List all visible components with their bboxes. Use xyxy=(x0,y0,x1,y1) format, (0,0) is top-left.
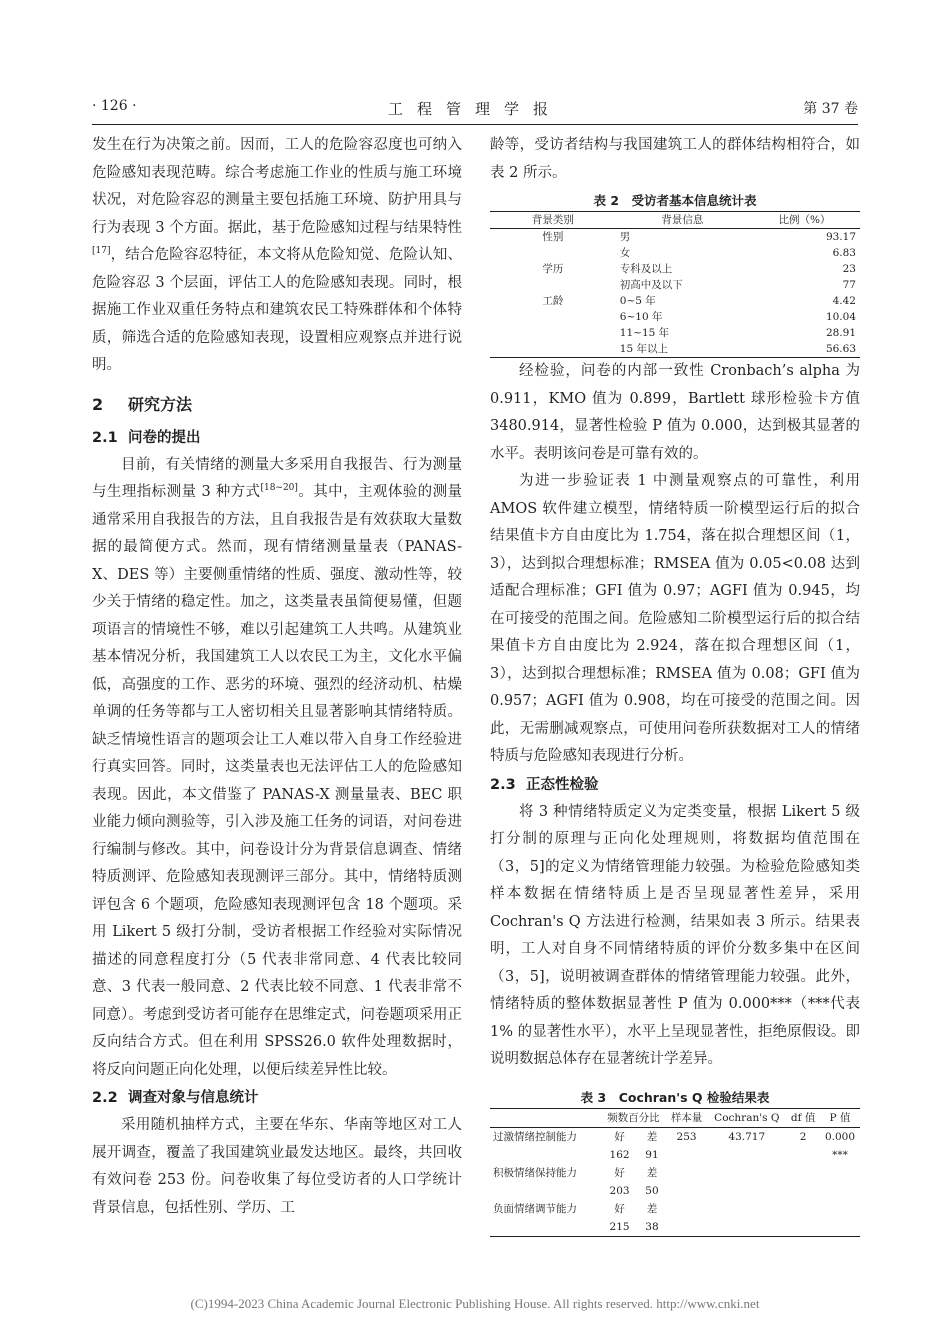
table-row: 初高中及以下 77 xyxy=(619,279,856,291)
table-2-caption: 表 2 受访者基本信息统计表 xyxy=(593,193,757,208)
table-row: 学历 专科及以上 23 xyxy=(542,263,856,275)
paragraph-validity: 经检验，问卷的内部一致性 Cronbach’s alpha 为 0.911，KMO 值为 0.899，Bartlett 球形检验卡方值 3480.914，显著性检验 P 值为 0.000，达到极其显著的水平。表明该问卷是可靠有效的。 xyxy=(490,363,860,462)
paragraph-amos: 为进一步验证表 1 中测量观察点的可靠性，利用 AMOS 软件建立模型，情绪特质一阶模型运行后的拟合结果值卡方自由度比为 1.754，落在拟合理想区间（1，3），达到拟合理想标准；RMSEA 值为 0.05<0.08 达到适配合理标准；GFI 值为 0.97；AGFI 值为 0.945，均在可接受的范围之间。危险感知二阶模型运行后的拟合结果值卡方自由度比为 2.924，落在拟合理想区间（1，3），达到拟合理想标准；RMSEA 值为 0.08；GFI 值为 0.957；AGFI 值为 0.908，均在可接受的范围之间。因此，无需删减观察点，可使用问卷所获数据对工人的情绪特质与危险感知表现进行分析。 xyxy=(490,473,860,764)
table-header-cell: df 值 xyxy=(786,1108,820,1127)
paragraph-continued: 龄等，受访者结构与我国建筑工人的群体结构相符合，如表 2 所示。 xyxy=(490,137,860,181)
table-header-cell: 背景类别 xyxy=(490,212,616,229)
table-row: 203 50 xyxy=(609,1184,659,1197)
table-row: 积极情绪保持能力 好 差 xyxy=(493,1166,658,1179)
page-header xyxy=(92,96,858,126)
header-rule xyxy=(92,124,858,125)
table-row: 过激情绪控制能力 好 差 253 43.717 2 0.000 xyxy=(493,1130,856,1143)
paragraph-intro: 发生在行为决策之前。因而，工人的危险容忍度也可纳入危险感知表现范畴。综合考虑施工作业的性质与施工环境状况，对危险容忍的测量主要包括施工环境、防护用具与行为表现 3 个方面。据此，基于危险感知过程与结果特性[17]，结合危险容忍特征，本文将从危险知觉、危险认知、危险容忍 3 个层面，评估工人的危险感知表现。同时，根据施工作业双重任务特点和建筑农民工特殊群体和个体特质，筛选合适的危险感知表现，设置相应观察点并进行说明。 xyxy=(92,137,462,373)
table-3-caption: 表 3 Cochran's Q 检验结果表 xyxy=(580,1089,770,1105)
section-2-1-heading: 2.1 问卷的提出 xyxy=(92,429,201,446)
table-2 xyxy=(490,211,860,358)
left-column xyxy=(92,132,462,1222)
table-3 xyxy=(490,1108,860,1237)
table-row: 11~15 年 28.91 xyxy=(619,327,856,339)
paragraph-2-3: 将 3 种情绪特质定义为定类变量，根据 Likert 5 级打分制的原理与正向化处理规则，将数据均值范围在（3，5]的定义为情绪管理能力较强。为检验危险感知类样本数据在情绪特质上是否呈现显著性差异，采用 Cochran's Q 方法进行检测，结果如表 3 所示。结果表明，工人对自身不同情绪特质的评价分数多集中在区间（3，5]，说明被调查群体的情绪管理能力较强。此外，情绪特质的整体数据显著性 P 值为 0.000***（***代表 1% 的显著性水平），水平上呈现显著性，拒绝原假设。即说明数据总体存在显著统计学差异。 xyxy=(490,803,860,1067)
section-2-heading: 2 研究方法 xyxy=(92,394,193,414)
table-header-cell: 背景信息 xyxy=(616,212,749,229)
table-row: 162 91 *** xyxy=(609,1148,848,1161)
section-2-2-heading: 2.2 调查对象与信息统计 xyxy=(92,1090,259,1106)
table-header-cell: Cochran's Q xyxy=(707,1108,786,1127)
paragraph-2-1: 目前，有关情绪的测量大多采用自我报告、行为测量与生理指标测量 3 种方式[18~20]。其中，主观体验的测量通常采用自我报告的方法，且自我报告是有效获取大量数据的最简便方式。然而，现有情绪测量量表（PANAS-X、DES 等）主要侧重情绪的性质、强度、激动性等，较少关于情绪的稳定性。加之，这类量表虽简便易懂，但题项语言的情境性不够，难以引起建筑工人共鸣。从建筑业基本情况分析，我国建筑工人以农民工为主，文化水平偏低，高强度的工作、恶劣的环境、强烈的经济动机、枯燥单调的任务等都与工人密切相关且显著影响其情绪特质。缺乏情境性语言的题项会让工人难以带入自身工作经验进行真实回答。同时，这类量表也无法评估工人的危险感知表现。因此，本文借鉴了 PANAS-X 测量量表、BEC 职业能力倾向测验等，引入涉及施工任务的词语，对问卷进行编制与修改。其中，问卷设计分为背景信息调查、情绪特质测评、危险感知表现测评三部分。其中，情绪特质测评包含 6 个题项，危险感知表现测评包含 18 个题项。采用 Likert 5 级打分制，受访者根据工作经验对实际情况描述的同意程度打分（5 代表非常同意、4 代表比较同意、3 代表一般同意、2 代表比较不同意、1 代表非常不同意）。考虑到受访者可能存在思维定式，问卷题项采用正反向结合方式。但在利用 SPSS26.0 软件处理数据时，将反向问题正向化处理，以便后续差异性比较。 xyxy=(92,456,463,1078)
table-row: 负面情绪调节能力 好 差 xyxy=(493,1202,658,1215)
copyright-footer: (C)1994-2023 China Academic Journal Electronic Publishing House. All rights reserved. http://www.cnki.net xyxy=(190,1296,760,1311)
table-header-cell: 比例（%） xyxy=(749,212,860,229)
volume-label: 第 37 卷 xyxy=(803,101,858,117)
page-number: · 126 · xyxy=(92,98,137,114)
citation-18-20: [18~20] xyxy=(260,483,298,494)
journal-title: 工程管理学报 xyxy=(387,100,562,118)
table-header-cell: 频数百分比 xyxy=(601,1108,666,1127)
paragraph-2-2: 采用随机抽样方式，主要在华东、华南等地区对工人展开调查，覆盖了我国建筑业最发达地区。最终，共回收有效问卷 253 份。问卷收集了每位受访者的人口学统计背景信息，包括性别、学历、工 xyxy=(92,1117,462,1216)
table-row: 性别 男 93.17 xyxy=(542,231,856,243)
table-row: 女 6.83 xyxy=(619,247,856,259)
table-row: 工龄 0~5 年 4.42 xyxy=(542,295,856,307)
right-column xyxy=(490,132,860,1237)
table-header-cell: P 值 xyxy=(820,1108,860,1127)
table-row: 6~10 年 10.04 xyxy=(619,311,856,323)
table-header-cell xyxy=(490,1108,601,1127)
table-header-cell: 样本量 xyxy=(666,1108,708,1127)
table-row: 15 年以上 56.63 xyxy=(490,341,860,358)
citation-17: [17] xyxy=(92,246,111,257)
section-2-3-heading: 2.3 正态性检验 xyxy=(490,776,599,793)
table-row: 215 38 xyxy=(490,1218,860,1237)
